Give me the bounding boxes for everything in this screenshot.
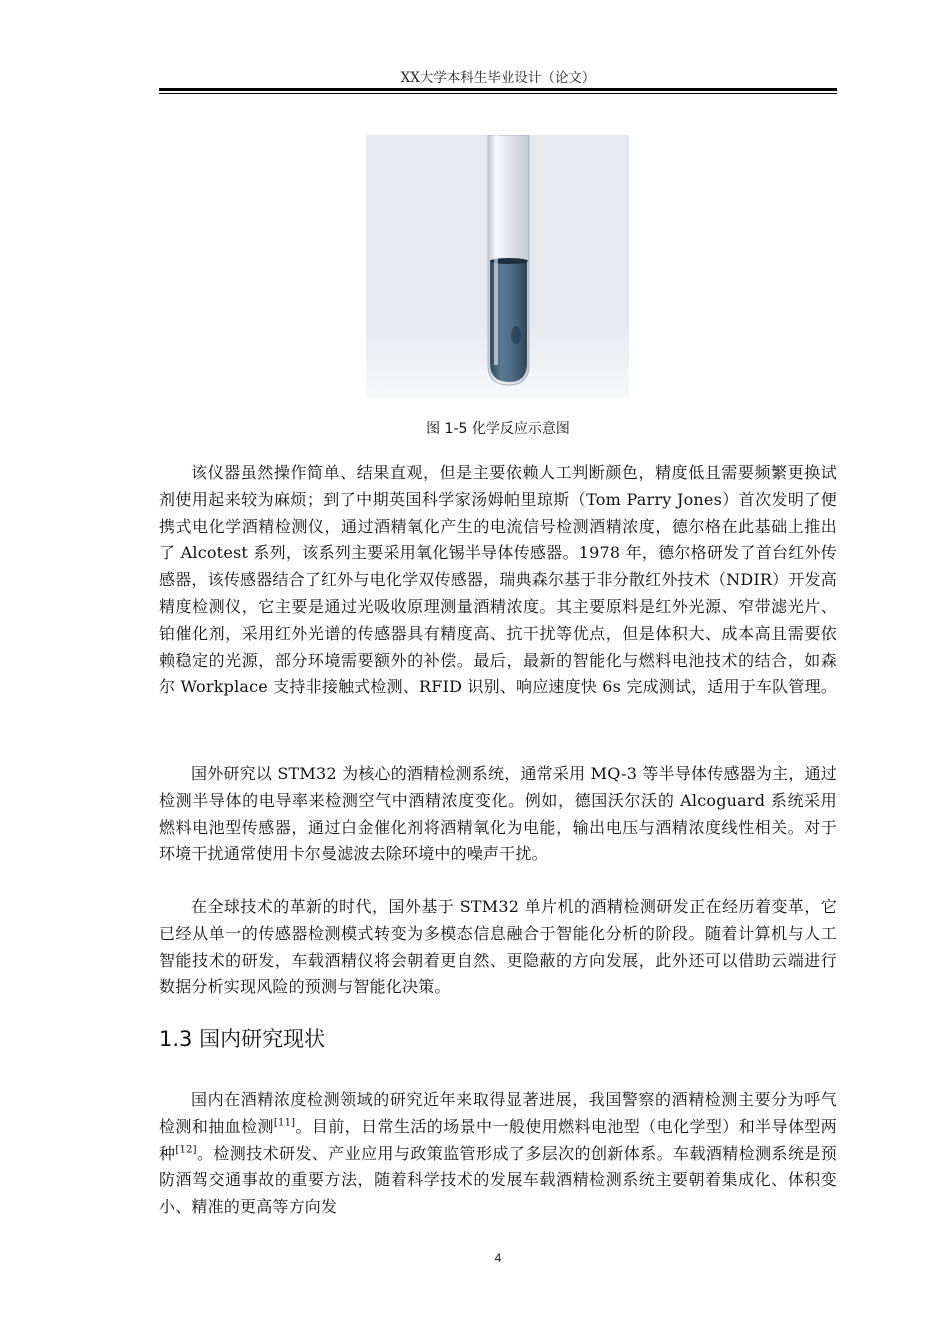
figure-caption: 图 1-5 化学反应示意图	[426, 421, 570, 437]
paragraph-4-text-c: 。检测技术研发、产业应用与政策监管形成了多层次的创新体系。车载酒精检测系统是预防酒驾交通事故的重要方法，随着科学技术的发展车载酒精检测系统主要朝着集成化、体积变小、精准的更高等方向发	[159, 1143, 837, 1217]
page-header-title: XX大学本科生毕业设计（论文）	[400, 70, 596, 86]
figure-test-tube-photo	[366, 135, 629, 397]
body-paragraph-4	[159, 1087, 837, 1221]
body-paragraph-1: 该仪器虽然操作简单、结果直观，但是主要依赖人工判断颜色，精度低且需要频繁更换试剂使用起来较为麻烦；到了中期英国科学家汤姆帕里琼斯（Tom Parry Jones）首次发明了便携式电化学酒精检测仪，通过酒精氧化产生的电流信号检测酒精浓度，德尔格在此基础上推出了 Alcotest 系列，该系列主要采用氧化锡半导体传感器。1978 年，德尔格研发了首台红外传感器，该传感器结合了红外与电化学双传感器，瑞典森尔基于非分散红外技术（NDIR）开发高精度检测仪，它主要是通过光吸收原理测量酒精浓度。其主要原料是红外光源、窄带滤光片、铂催化剂，采用红外光谱的传感器具有精度高、抗干扰等优点，但是体积大、成本高且需要依赖稳定的光源，部分环境需要额外的补偿。最后，最新的智能化与燃料电池技术的结合，如森尔 Workplace 支持非接触式检测、RFID 识别、响应速度快 6s 完成测试，适用于车队管理。	[159, 463, 837, 697]
citation-ref-12: [12]	[175, 1144, 197, 1156]
body-paragraph-3: 在全球技术的革新的时代，国外基于 STM32 单片机的酒精检测研发正在经历着变革，它已经从单一的传感器检测模式转变为多模态信息融合于智能化分析的阶段。随着计算机与人工智能技术的研发，车载酒精仪将会朝着更自然、更隐蔽的方向发展，此外还可以借助云端进行数据分析实现风险的预测与智能化决策。	[159, 897, 837, 997]
test-tube-illustration	[366, 135, 629, 397]
body-paragraph-2: 国外研究以 STM32 为核心的酒精检测系统，通常采用 MQ-3 等半导体传感器为主，通过检测半导体的电导率来检测空气中酒精浓度变化。例如，德国沃尔沃的 Alcoguard 系统采用燃料电池型传感器，通过白金催化剂将酒精氧化为电能，输出电压与酒精浓度线性相关。对于环境干扰通常使用卡尔曼滤波去除环境中的噪声干扰。	[159, 764, 837, 864]
paragraph-4-text-b: 。目前，日常生活的场景中一般使用燃料电池型（电化学型）和半导体型两种	[159, 1116, 837, 1163]
section-heading: 1.3 国内研究现状	[159, 1027, 326, 1051]
paragraph-4-text-a: 国内在酒精浓度检测领域的研究近年来取得显著进展，我国警察的酒精检测主要分为呼气检测和抽血检测	[159, 1090, 837, 1136]
header-rule-thin	[159, 93, 837, 94]
header-rule-thick	[159, 88, 837, 91]
page-number: 4	[494, 1251, 502, 1265]
citation-ref-11: [11]	[273, 1117, 296, 1129]
